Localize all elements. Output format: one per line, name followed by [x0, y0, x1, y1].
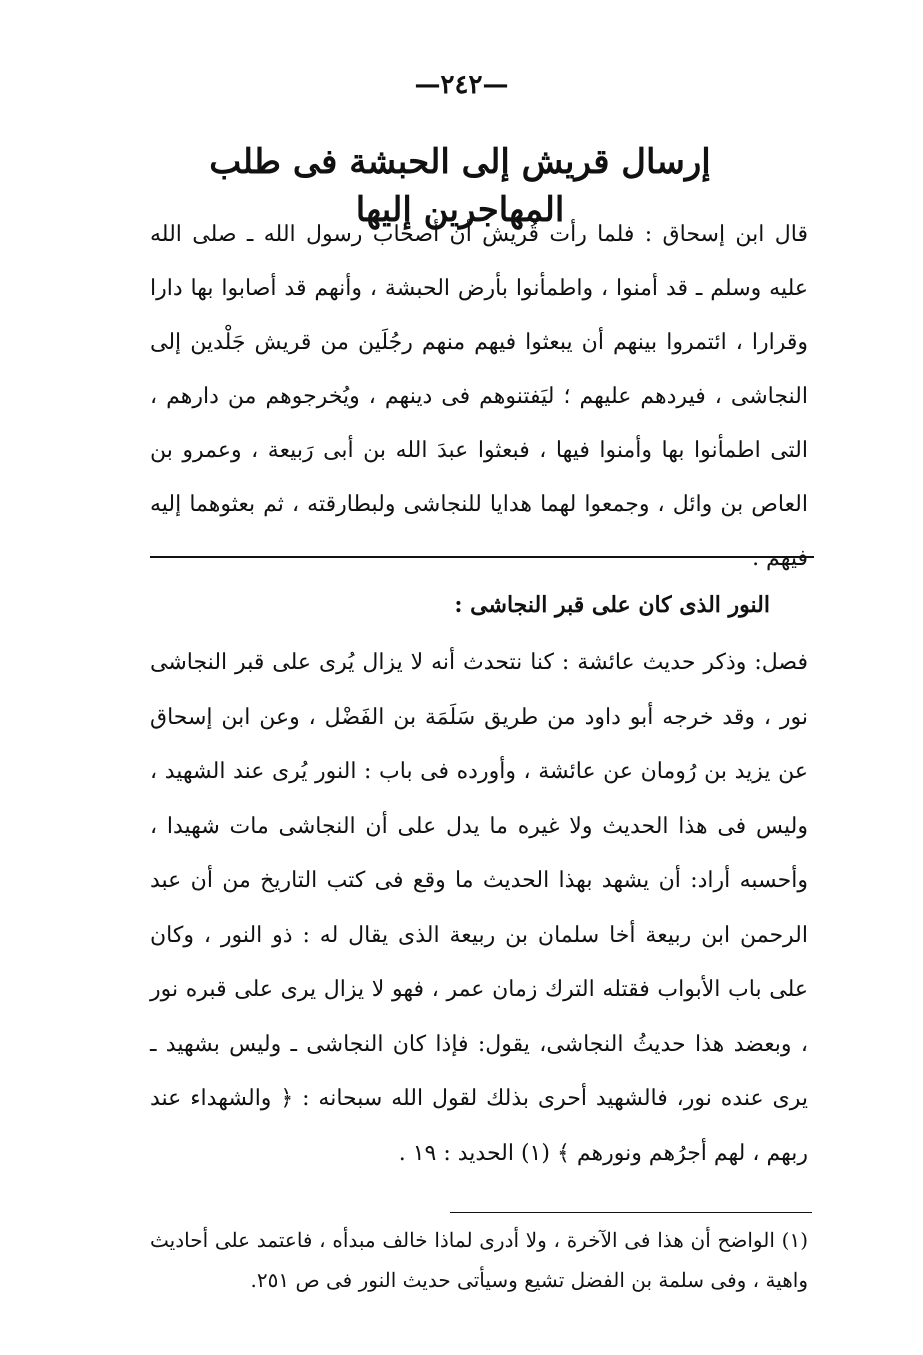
commentary-heading: النور الذى كان على قبر النجاشى :: [454, 592, 770, 618]
section-divider: [150, 556, 814, 558]
chapter-title: إرسال قريش إلى الحبشة فى طلب المهاجرين إليها: [209, 142, 711, 230]
footnote: (١) الواضح أن هذا فى الآخرة ، ولا أدرى لماذا خالف مبدأه ، فاعتمد على أحاديث واهية ، وفى سلمة بن الفضل تشيع وسيأتى حديث النور فى ص ٢٥١.: [150, 1228, 808, 1292]
narration-paragraph: قال ابن إسحاق : فلما رأت قُريش أن أصحاب رسول الله ـ صلى الله عليه وسلم ـ قد أمنوا ، واطمأنوا بأرض الحبشة ، وأنهم قد أصابوا بها دارا وقرارا ، ائتمروا بينهم أن يبعثوا فيهم منهم رجُلَين من قريش جَلْدين إلى النجاشى ، فيردهم عليهم ؛ ليَفتنوهم فى دينهم ، ويُخرجوهم من دارهم ، التى اطمأنوا بها وأمنوا فيها ، فبعثوا عبدَ الله بن أبى رَبيعة ، وعمرو بن العاص بن وائل ، وجمعوا لهما هدايا للنجاشى ولبطارقته ، ثم بعثوهما إليه فيهم .: [150, 222, 808, 571]
page-number: —٢٤٢—: [414, 70, 509, 100]
footnote-divider: [450, 1212, 812, 1213]
commentary-paragraph: فصل: وذكر حديث عائشة : كنا نتحدث أنه لا يزال يُرى على قبر النجاشى نور ، وقد خرجه أبو داود من طريق سَلَمَة بن الفَضْل ، وعن ابن إسحاق عن يزيد بن رُومان عن عائشة ، وأورده فى باب : النور يُرى عند الشهيد ، وليس فى هذا الحديث ولا غيره ما يدل على أن النجاشى مات شهيدا ، وأحسبه أراد: أن يشهد بهذا الحديث ما وقع فى كتب التاريخ من أن عبد الرحمن ابن ربيعة أخا سلمان بن ربيعة الذى يقال له : ذو النور ، وكان على باب الأبواب فقتله الترك زمان عمر ، فهو لا يزال يرى على قبره نور ، وبعضد هذا حديثُ النجاشى، يقول: فإذا كان النجاشى ـ وليس بشهيد ـ يرى عنده نور، فالشهيد أحرى بذلك لقول الله سبحانه : ﴿ والشهداء عند ربهم ، لهم أجرُهم ونورهم ﴾ (١) الحديد : ١٩ .: [150, 650, 808, 1166]
